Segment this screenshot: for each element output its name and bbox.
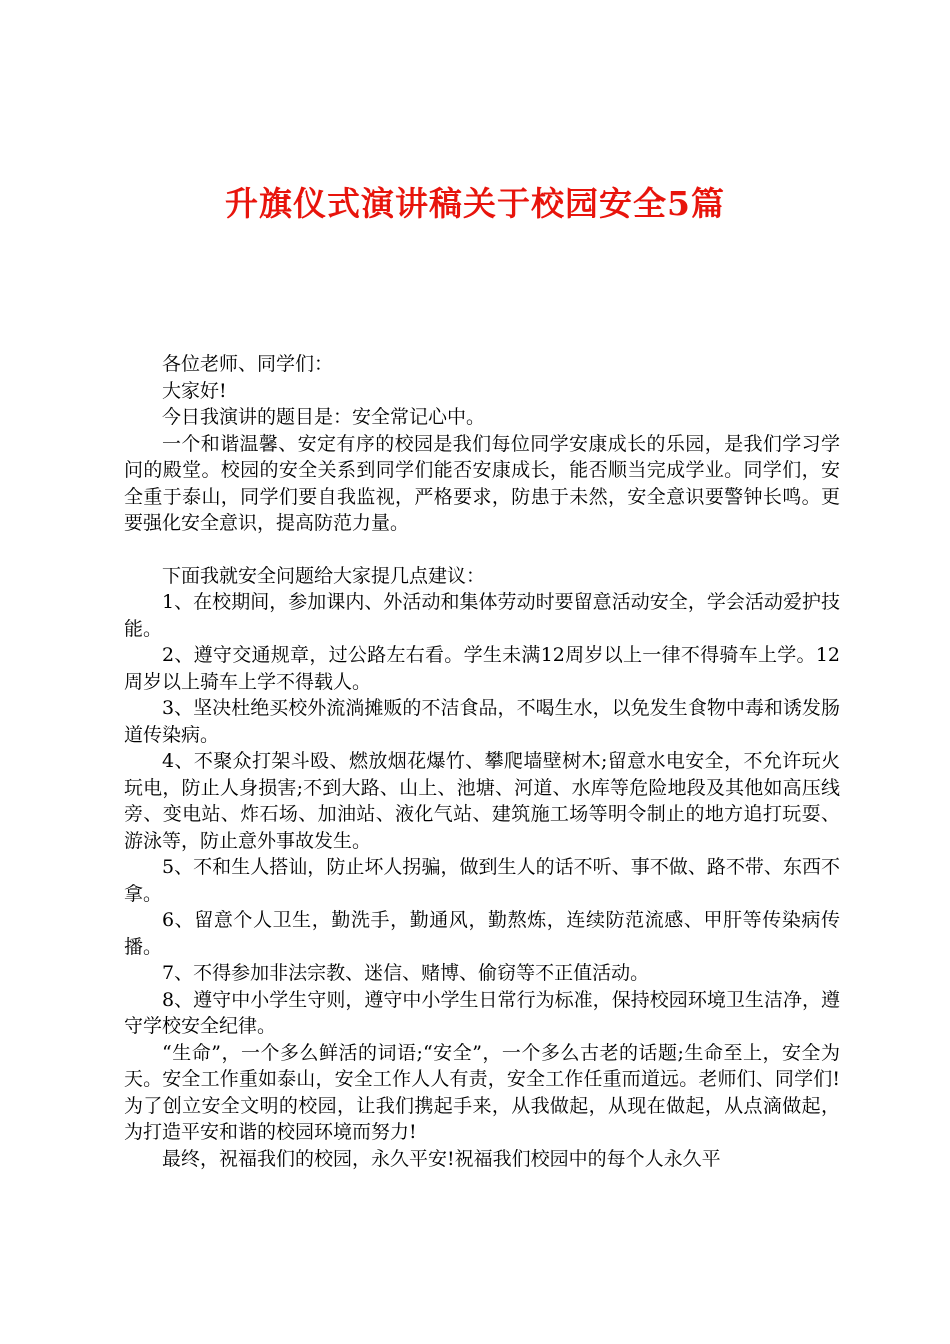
paragraph-item-5: 5、不和生人搭讪，防止坏人拐骗，做到生人的话不听、事不做、路不带、东西不拿。 <box>124 856 840 905</box>
paragraph-item-4: 4、不聚众打架斗殴、燃放烟花爆竹、攀爬墙壁树木;留意水电安全，不允许玩火玩电，防止人身损害;不到大路、山上、池塘、河道、水库等危险地段及其他如高压线旁、变电站、炸石场、加油站、液化气站、建筑施工场等明令制止的地方追打玩耍、游泳等，防止意外事故发生。 <box>124 750 840 852</box>
paragraph-item-6: 6、留意个人卫生，勤洗手，勤通风，勤熬炼，连续防范流感、甲肝等传染病传播。 <box>124 909 840 958</box>
document-body <box>124 351 840 1172</box>
paragraph-greeting: 各位老师、同学们： <box>162 353 334 375</box>
paragraph-life-safety: “生命”，一个多么鲜活的词语;“安全”，一个多么古老的话题;生命至上，安全为天。安全工作重如泰山，安全工作人人有责，安全工作任重而道远。老师们、同学们!为了创立安全文明的校园，让我们携起手来，从我做起，从现在做起，从点滴做起，为打造平安和谐的校园环境而努力! <box>124 1041 840 1143</box>
paragraph-hello: 大家好! <box>162 379 227 402</box>
paragraph-item-2: 2、遵守交通规章，过公路左右看。学生未满12周岁以上一律不得骑车上学。12周岁以上骑车上学不得载人。 <box>124 644 840 693</box>
paragraph-topic: 今日我演讲的题目是：安全常记心中。 <box>162 406 486 428</box>
paragraph-intro: 一个和谐温馨、安定有序的校园是我们每位同学安康成长的乐园，是我们学习学问的殿堂。校园的安全关系到同学们能否安康成长，能否顺当完成学业。同学们，安全重于泰山，同学们要自我监视，严格要求，防患于未然，安全意识要警钟长鸣。更要强化安全意识，提高防范力量。 <box>124 432 840 534</box>
document-title: 升旗仪式演讲稿关于校园安全5篇 <box>225 184 725 223</box>
paragraph-item-1: 1、在校期间，参加课内、外活动和集体劳动时要留意活动安全，学会活动爱护技能。 <box>124 591 840 640</box>
paragraph-suggestions-heading: 下面我就安全问题给大家提几点建议： <box>162 564 486 587</box>
paragraph-closing: 最终，祝福我们的校园，永久平安!祝福我们校园中的每个人永久平 <box>162 1147 721 1170</box>
paragraph-item-3: 3、坚决杜绝买校外流淌摊贩的不洁食品，不喝生水，以免发生食物中毒和诱发肠道传染病。 <box>124 697 840 746</box>
paragraph-item-8: 8、遵守中小学生守则，遵守中小学生日常行为标准，保持校园环境卫生洁净，遵守学校安全纪律。 <box>124 988 840 1037</box>
paragraph-item-7: 7、不得参加非法宗教、迷信、赌博、偷窃等不正值活动。 <box>162 962 650 984</box>
